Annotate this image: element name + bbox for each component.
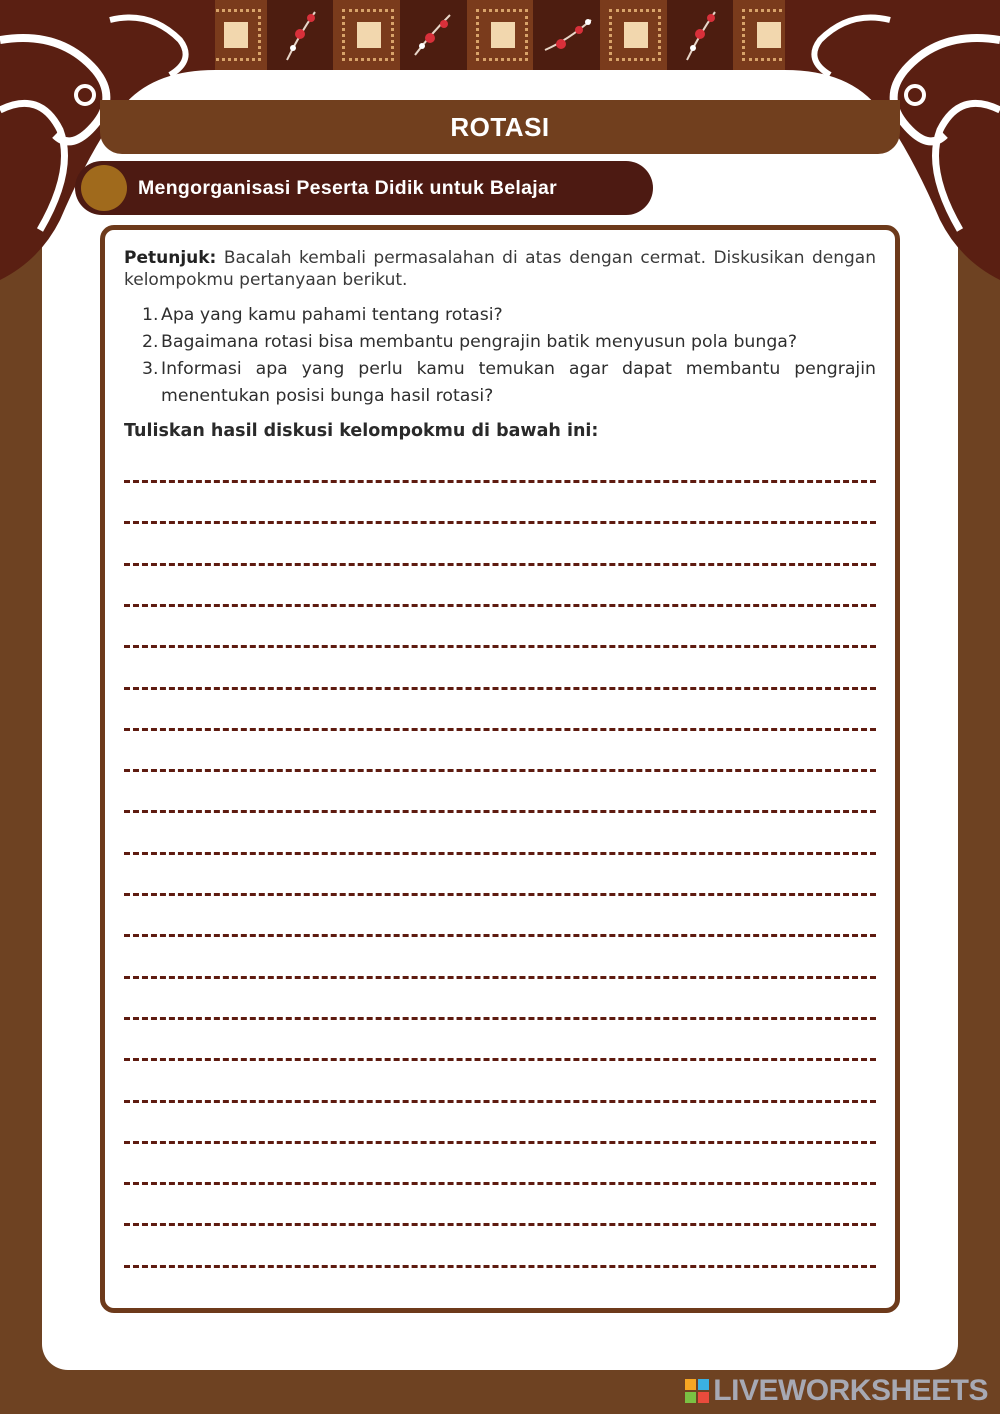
answer-line[interactable] bbox=[124, 645, 876, 648]
instructions-text: Bacalah kembali permasalahan di atas dengan cermat. Diskusikan dengan kelompokmu pertanyaan berikut. bbox=[124, 248, 876, 290]
answer-line[interactable] bbox=[124, 1100, 876, 1103]
question-item bbox=[142, 302, 876, 329]
answer-line[interactable] bbox=[124, 604, 876, 607]
flower-motif-icon bbox=[667, 0, 734, 70]
batik-square-tile bbox=[333, 0, 400, 70]
answer-line[interactable] bbox=[124, 1223, 876, 1226]
answer-prompt: Tuliskan hasil diskusi kelompokmu di bawah ini: bbox=[124, 421, 599, 441]
answer-line[interactable] bbox=[124, 934, 876, 937]
instructions bbox=[124, 247, 876, 291]
flower-motif-icon bbox=[400, 0, 467, 70]
answer-line[interactable] bbox=[124, 769, 876, 772]
section-bullet-icon bbox=[81, 165, 127, 211]
question-text: Apa yang kamu pahami tentang rotasi? bbox=[161, 305, 503, 325]
question-text: Bagaimana rotasi bisa membantu pengrajin batik menyusun pola bunga? bbox=[161, 332, 798, 352]
answer-line[interactable] bbox=[124, 1182, 876, 1185]
flower-motif-icon bbox=[267, 0, 334, 70]
answer-line[interactable] bbox=[124, 810, 876, 813]
answer-line[interactable] bbox=[124, 1017, 876, 1020]
batik-square-tile bbox=[600, 0, 667, 70]
question-text: Informasi apa yang perlu kamu temukan agar dapat membantu pengrajin menentukan posisi bunga hasil rotasi? bbox=[161, 359, 876, 406]
page-title: ROTASI bbox=[450, 111, 550, 142]
section-label: Mengorganisasi Peserta Didik untuk Belajar bbox=[138, 176, 557, 199]
answer-line[interactable] bbox=[124, 893, 876, 896]
question-item bbox=[142, 356, 876, 410]
answer-line[interactable] bbox=[124, 728, 876, 731]
answer-line[interactable] bbox=[124, 1058, 876, 1061]
question-item bbox=[142, 329, 876, 356]
watermark bbox=[685, 1374, 988, 1408]
answer-line[interactable] bbox=[124, 521, 876, 524]
question-number: 1. bbox=[142, 305, 159, 325]
question-list bbox=[142, 302, 876, 410]
answer-line[interactable] bbox=[124, 976, 876, 979]
question-number: 3. bbox=[142, 359, 159, 379]
instructions-lead: Petunjuk: bbox=[124, 248, 217, 268]
title-bar bbox=[100, 100, 900, 154]
answer-line[interactable] bbox=[124, 1265, 876, 1268]
batik-square-tile bbox=[467, 0, 534, 70]
answer-line[interactable] bbox=[124, 563, 876, 566]
answer-line[interactable] bbox=[124, 1141, 876, 1144]
flower-motif-icon bbox=[533, 0, 600, 70]
answer-line[interactable] bbox=[124, 480, 876, 483]
answer-line[interactable] bbox=[124, 687, 876, 690]
answer-line[interactable] bbox=[124, 852, 876, 855]
watermark-text: LIVEWORKSHEETS bbox=[713, 1374, 988, 1407]
liveworksheets-logo-icon bbox=[685, 1379, 709, 1403]
question-number: 2. bbox=[142, 332, 159, 352]
section-heading bbox=[75, 161, 653, 215]
